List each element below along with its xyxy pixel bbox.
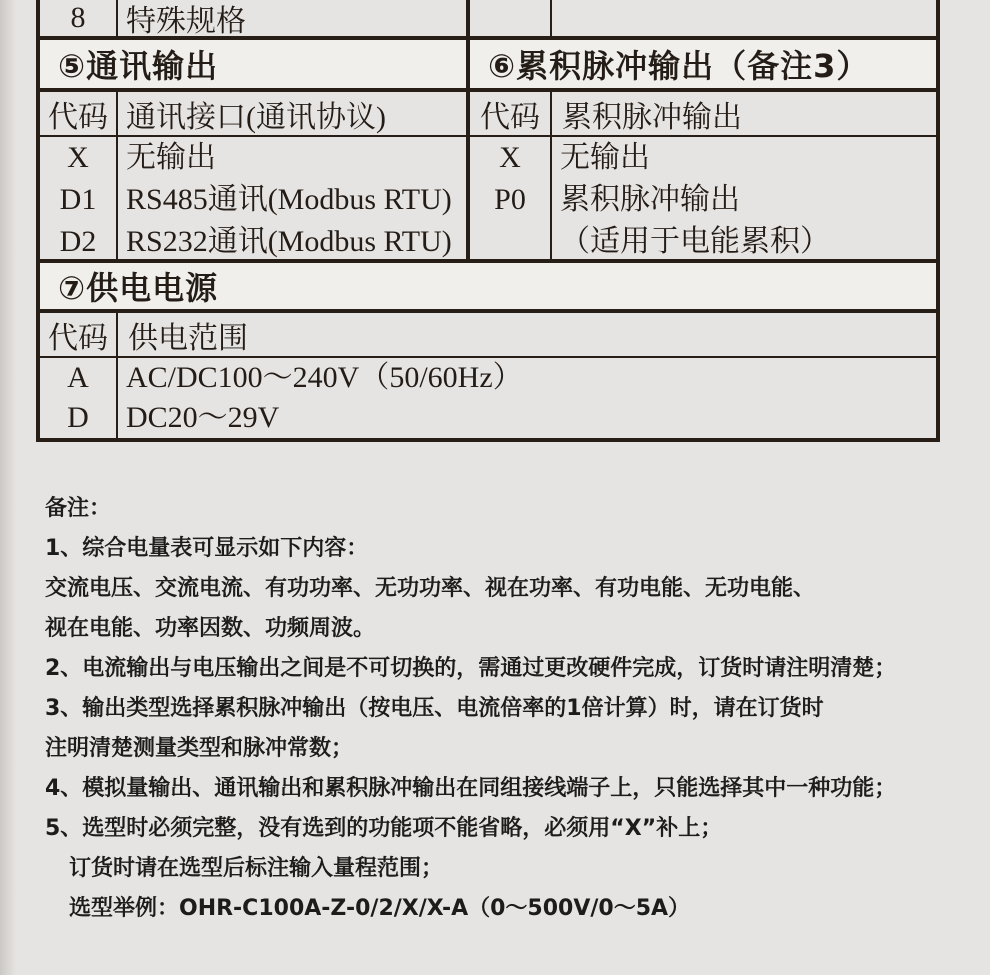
note-line-3: 3、输出类型选择累积脉冲输出（按电压、电流倍率的1倍计算）时，请在订货时	[45, 696, 824, 721]
section7-title: ⑦供电电源	[40, 263, 936, 309]
notes-title: 备注：	[45, 496, 112, 521]
section5-codes	[40, 137, 118, 259]
data-rows-7	[40, 358, 936, 438]
desc-cell: AC/DC100～240V（50/60Hz）	[126, 361, 523, 394]
section6-title: ⑥累积脉冲输出（备注3）	[470, 40, 936, 88]
desc-cell: （适用于电能累积）	[560, 225, 830, 258]
section7-header-row	[40, 263, 936, 313]
section-header-row	[40, 40, 936, 92]
note-line-4: 4、模拟量输出、通讯输出和累积脉冲输出在同组接线端子上，只能选择其中一种功能；	[45, 776, 897, 801]
note-line-1-cont-b: 视在电能、功率因数、功频周波。	[45, 616, 376, 641]
section5-col-desc: 通讯接口(通讯协议)	[118, 92, 470, 135]
data-rows-5-6	[40, 137, 936, 263]
notes-section	[45, 489, 965, 929]
code-cell: X	[67, 141, 89, 174]
section7-col-desc: 供电范围	[128, 321, 248, 355]
code-cell: D2	[59, 225, 97, 258]
section7-descs	[118, 358, 936, 438]
special-spec-empty-desc-cell	[552, 0, 936, 36]
section7-column-header-row	[40, 313, 936, 358]
note-line-3-cont: 注明清楚测量类型和脉冲常数；	[45, 736, 354, 761]
table-row-special-spec	[40, 0, 936, 40]
code-cell: X	[499, 141, 521, 174]
note-line-1-cont-a: 交流电压、交流电流、有功功率、无功功率、视在功率、有功电能、无功电能、	[45, 576, 816, 601]
section5-title: ⑤通讯输出	[40, 40, 470, 88]
code-cell	[470, 221, 550, 259]
scan-edge-shade	[0, 0, 16, 975]
note-line-5-cont-b: 选型举例：OHR-C100A-Z-0/2/X/X-A（0～500V/0～5A）	[69, 896, 691, 921]
note-line-5-cont-a: 订货时请在选型后标注输入量程范围；	[69, 856, 444, 881]
special-spec-label: 特殊规格	[118, 0, 470, 36]
section6-codes	[470, 137, 552, 259]
section7-codes	[40, 358, 118, 438]
special-spec-code: 8	[40, 0, 118, 36]
section6-descs	[552, 137, 936, 259]
section5-descs	[118, 137, 470, 259]
special-spec-empty-code-cell	[470, 0, 552, 36]
code-cell: P0	[494, 183, 526, 216]
note-line-5: 5、选型时必须完整，没有选到的功能项不能省略，必须用“X”补上；	[45, 816, 723, 841]
column-header-row	[40, 92, 936, 137]
code-cell: A	[67, 361, 89, 394]
desc-cell: RS485通讯(Modbus RTU)	[126, 183, 452, 216]
section7-col-code: 代码	[40, 313, 118, 356]
desc-cell: RS232通讯(Modbus RTU)	[126, 225, 452, 258]
desc-cell: 累积脉冲输出	[560, 183, 740, 216]
note-line-1: 1、综合电量表可显示如下内容：	[45, 536, 369, 561]
code-cell: D	[67, 401, 89, 434]
desc-cell: DC20～29V	[126, 401, 280, 434]
selection-table	[36, 0, 940, 442]
note-line-2: 2、电流输出与电压输出之间是不可切换的，需通过更改硬件完成，订货时请注明清楚；	[45, 656, 897, 681]
section6-col-code: 代码	[470, 92, 552, 135]
desc-cell: 无输出	[126, 141, 216, 174]
section6-col-desc: 累积脉冲输出	[562, 100, 742, 134]
section5-col-code: 代码	[40, 92, 118, 135]
desc-cell: 无输出	[560, 141, 650, 174]
code-cell: D1	[59, 183, 97, 216]
